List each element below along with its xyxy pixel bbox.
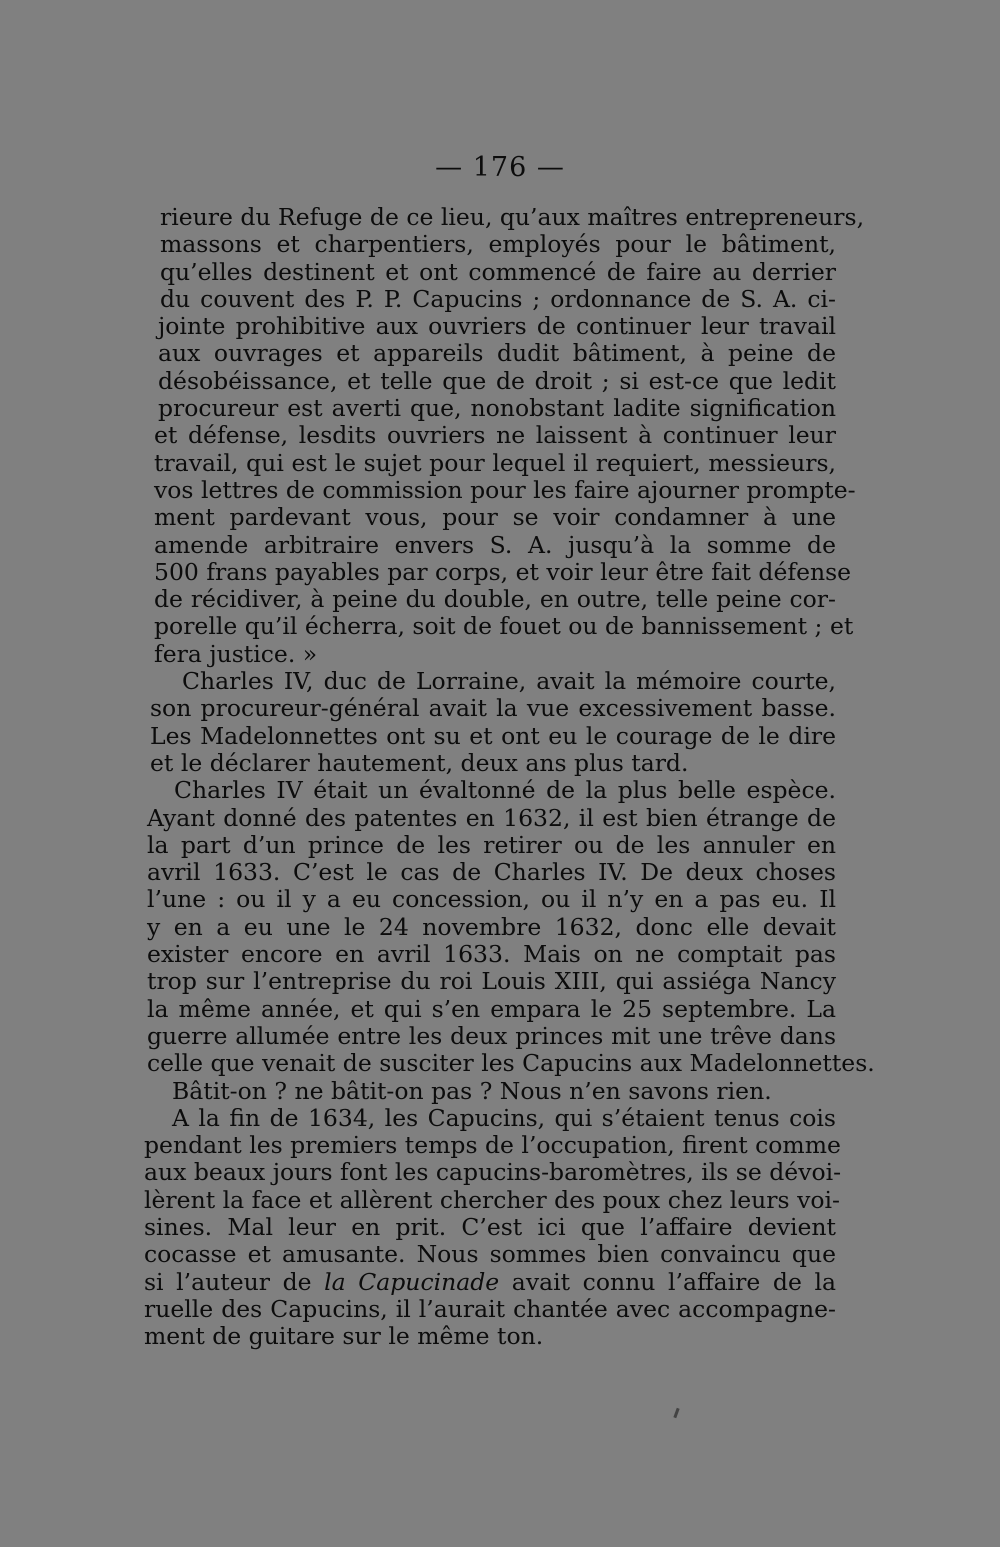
text-line: du couvent des P. P. Capucins ; ordonnance de S. A. ci- (160, 284, 836, 313)
text-line: celle que venait de susciter les Capucins aux Madelonnettes. (147, 1049, 875, 1078)
text-line: A la fin de 1634, les Capucins, qui s’étaient tenus cois (172, 1103, 836, 1132)
page-number: — 176 — (435, 152, 565, 183)
text-line: Les Madelonnettes ont su et ont eu le courage de le dire (150, 721, 836, 750)
text-line: qu’elles destinent et ont commencé de faire au derrier (160, 257, 836, 286)
text-line: jointe prohibitive aux ouvriers de continuer leur travail (158, 312, 836, 341)
text-line: porelle qu’il écherra, soit de fouet ou de bannissement ; et (154, 612, 854, 641)
text-line: massons et charpentiers, employés pour le bâtiment, (160, 230, 836, 259)
text-line: la part d’un prince de les retirer ou de les annuler en (147, 830, 836, 859)
body-text (144, 203, 875, 1351)
text-line: travail, qui est le sujet pour lequel il requiert, messieurs, (154, 448, 836, 477)
ink-speck (673, 1408, 679, 1418)
text-line: vos lettres de commission pour les faire ajourner prompte- (154, 475, 856, 504)
text-line: et défense, lesdits ouvriers ne laissent à continuer leur (154, 421, 836, 450)
text-line: y en a eu une le 24 novembre 1632, donc elle devait (147, 912, 836, 941)
text-line: trop sur l’entreprise du roi Louis XIII, qui assiéga Nancy (147, 967, 836, 996)
text-line: 500 frans payables par corps, et voir leur être fait défense (154, 557, 852, 586)
text-line: ment pardevant vous, pour se voir condamner à une (154, 503, 836, 532)
text-line: de récidiver, à peine du double, en outre, telle peine cor- (154, 585, 836, 614)
text-line: guerre allumée entre les deux princes mit une trêve dans (147, 1021, 836, 1050)
text-line: aux beaux jours font les capucins-baromètres, ils se dévoi- (144, 1158, 842, 1187)
text-line: Bâtit-on ? ne bâtit-on pas ? Nous n’en savons rien. (172, 1076, 772, 1105)
text-line: cocasse et amusante. Nous sommes bien convaincu que (144, 1240, 836, 1269)
text-line: procureur est averti que, nonobstant ladite signification (158, 394, 836, 423)
text-line: l’une : ou il y a eu concession, ou il n’y en a pas eu. Il (147, 885, 836, 914)
text-line: ment de guitare sur le même ton. (144, 1322, 544, 1351)
text-line: son procureur-général avait la vue excessivement basse. (150, 694, 836, 723)
text-line: et le déclarer hautement, deux ans plus tard. (150, 748, 689, 777)
text-line: avril 1633. C’est le cas de Charles IV. De deux choses (147, 858, 836, 887)
text-line: Charles IV était un évaltonné de la plus belle espèce. (174, 776, 836, 805)
text-line: Charles IV, duc de Lorraine, avait la mémoire courte, (182, 667, 836, 696)
text-line: amende arbitraire envers S. A. jusqu’à la somme de (154, 530, 836, 559)
text-line: fera justice. » (154, 639, 318, 668)
text-line: aux ouvrages et appareils dudit bâtiment, à peine de (158, 339, 836, 368)
text-line: la même année, et qui s’en empara le 25 septembre. La (147, 994, 836, 1023)
text-line: Ayant donné des patentes en 1632, il est bien étrange de (147, 803, 836, 832)
text-line: pendant les premiers temps de l’occupation, firent comme (144, 1131, 841, 1160)
text-line: rieure du Refuge de ce lieu, qu’aux maîtres entrepreneurs, (160, 203, 865, 231)
text-line: exister encore en avril 1633. Mais on ne comptait pas (147, 940, 836, 969)
text-line: ruelle des Capucins, il l’aurait chantée avec accompagne- (144, 1294, 836, 1323)
text-line: si l’auteur de la Capucinade avait connu l’affaire de la (144, 1267, 836, 1296)
text-line: désobéissance, et telle que de droit ; si est-ce que ledit (158, 366, 836, 395)
text-line: sines. Mal leur en prit. C’est ici que l’affaire devient (144, 1212, 836, 1241)
text-line: lèrent la face et allèrent chercher des poux chez leurs voi- (144, 1185, 840, 1214)
